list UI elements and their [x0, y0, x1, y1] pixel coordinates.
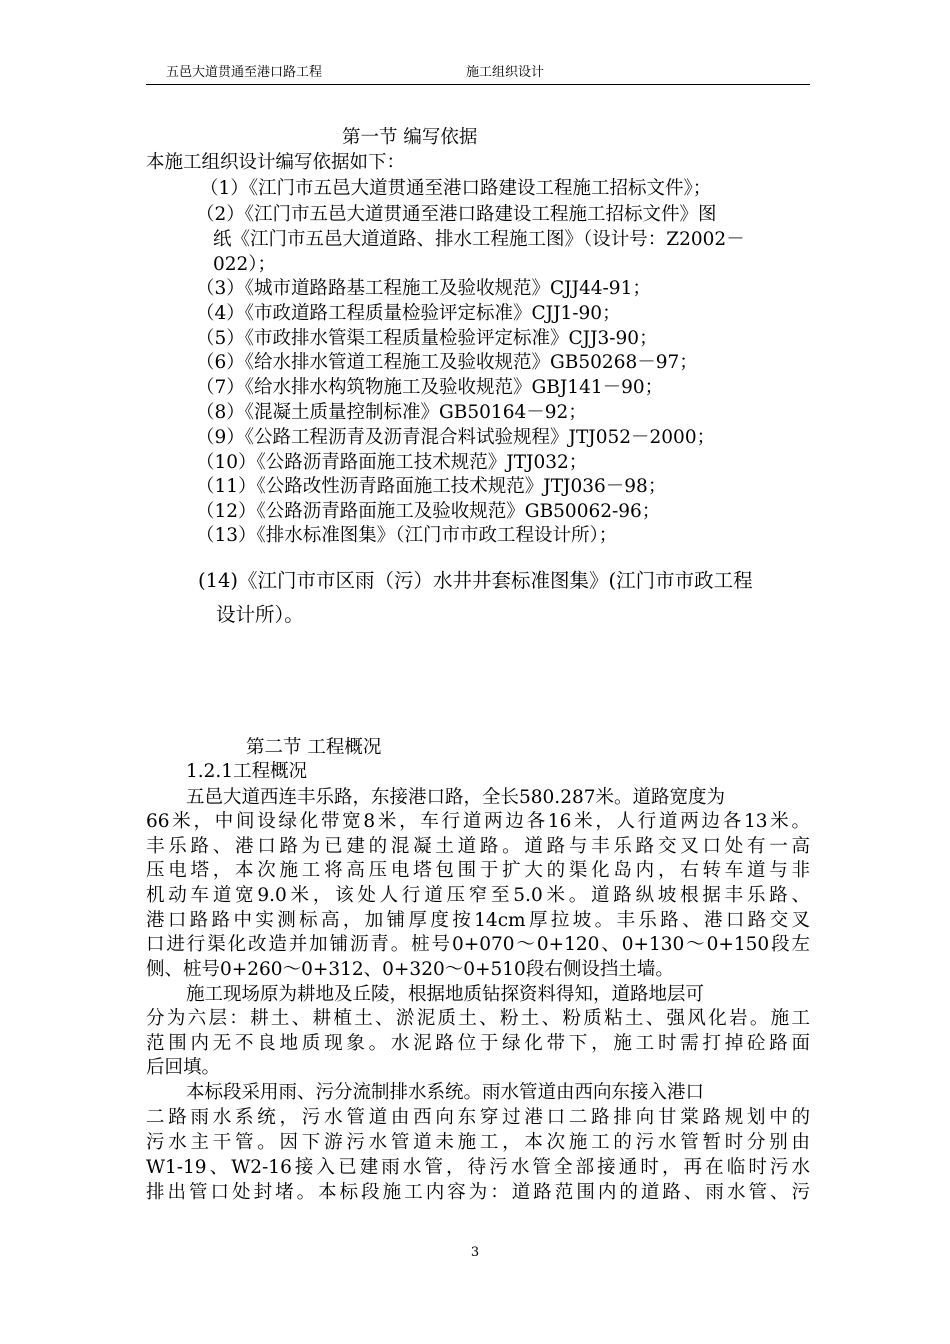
reference-item: （7）《给水排水构筑物施工及验收规范》GBJ141－90；: [196, 377, 664, 398]
paragraph-line: 分为六层：耕土、耕植土、淤泥质土、粉土、粉质粘土、强风化岩。施工: [146, 1008, 810, 1029]
paragraph-line: 排出管口处封堵。本标段施工内容为：道路范围内的道路、雨水管、污: [146, 1182, 810, 1203]
section2-subtitle: 1.2.1工程概况: [186, 761, 308, 782]
paragraph-line: W1-19、W2-16接入已建雨水管，待污水管全部接通时，再在临时污水: [146, 1157, 810, 1178]
paragraph-line: 二路雨水系统，污水管道由西向东穿过港口二路排向甘棠路规划中的: [146, 1107, 810, 1128]
reference-item-continued: 022）；: [213, 254, 277, 275]
page-number: 3: [470, 1245, 480, 1260]
paragraph-line: 后回填。: [146, 1057, 221, 1078]
reference-item: （11）《公路改性沥青路面施工技术规范》JTJ036－98；: [196, 476, 667, 497]
paragraph-line: 66米，中间设绿化带宽8米，车行道两边各16米，人行道两边各13米。: [146, 811, 810, 832]
paragraph-line: 机动车道宽9.0米，该处人行道压窄至5.0米。道路纵坡根据丰乐路、: [146, 885, 810, 906]
section1-intro: 本施工组织设计编写依据如下：: [146, 152, 406, 173]
paragraph-line: 港口路路中实测标高，加铺厚度按14cm厚拉坡。丰乐路、港口路交叉: [146, 910, 810, 931]
section1-title: 第一节 编写依据: [342, 127, 478, 148]
paragraph-line: 压电塔，本次施工将高压电塔包围于扩大的渠化岛内，右转车道与非: [146, 860, 810, 881]
paragraph-line: 污水主干管。因下游污水管道未施工，本次施工的污水管暂时分别由: [146, 1132, 810, 1153]
reference-item: （3）《城市道路路基工程施工及验收规范》CJJ44-91；: [196, 278, 651, 299]
paragraph-line: 本标段采用雨、污分流制排水系统。雨水管道由西向东接入港口: [186, 1082, 705, 1103]
paragraph-line: 施工现场原为耕地及丘陵，根据地质钻探资料得知，道路地层可: [186, 984, 705, 1005]
reference-item: （6）《给水排水管道工程施工及验收规范》GB50268－97；: [196, 352, 698, 373]
reference-item: （12）《公路沥青路面施工及验收规范》GB50062-96；: [196, 501, 661, 522]
reference-item-14: [198, 564, 810, 632]
reference-item-14-line2: 设计所）。: [216, 603, 304, 626]
reference-item-14-line1: (14)《江门市市区雨（污）水井井套标准图集》(江门市市政工程: [198, 569, 753, 592]
section2-title: 第二节 工程概况: [246, 737, 382, 758]
reference-item: （9）《公路工程沥青及沥青混合料试验规程》JTJ052－2000；: [196, 427, 716, 448]
header-doc-type: 施工组织设计: [466, 65, 545, 80]
reference-item: （4）《市政道路工程质量检验评定标准》CJJ1-90；: [196, 303, 621, 324]
reference-item: （1）《江门市五邑大道贯通至港口路建设工程施工招标文件》；: [200, 178, 712, 199]
reference-item: （13）《排水标准图集》（江门市市政工程设计所）；: [196, 525, 618, 546]
reference-item: （2）《江门市五邑大道贯通至港口路建设工程施工招标文件》图: [196, 204, 717, 225]
reference-item: （5）《市政排水管渠工程质量检验评定标准》CJJ3-90；: [196, 328, 658, 349]
reference-item: （10）《公路沥青路面施工技术规范》JTJ032；: [196, 452, 588, 473]
paragraph-line: 丰乐路、港口路为已建的混凝土道路。道路与丰乐路交叉口处有一高: [146, 836, 810, 857]
header-rule: [146, 84, 810, 85]
header-project-title: 五邑大道贯通至港口路工程: [166, 65, 323, 80]
paragraph-line: 五邑大道西连丰乐路，东接港口路，全长580.287米。道路宽度为: [186, 787, 726, 808]
reference-item: （8）《混凝土质量控制标准》GB50164－92；: [196, 402, 587, 423]
paragraph-line: 口进行渠化改造并加铺沥青。桩号0+070～0+120、0+130～0+150段左: [146, 934, 810, 955]
paragraph-line: 侧、桩号0+260～0+312、0+320～0+510段右侧设挡土墙。: [146, 959, 674, 980]
reference-item-continued: 纸《江门市五邑大道道路、排水工程施工图》（设计号：Z2002－: [213, 229, 745, 250]
paragraph-line: 范围内无不良地质现象。水泥路位于绿化带下，施工时需打掉砼路面: [146, 1033, 810, 1054]
